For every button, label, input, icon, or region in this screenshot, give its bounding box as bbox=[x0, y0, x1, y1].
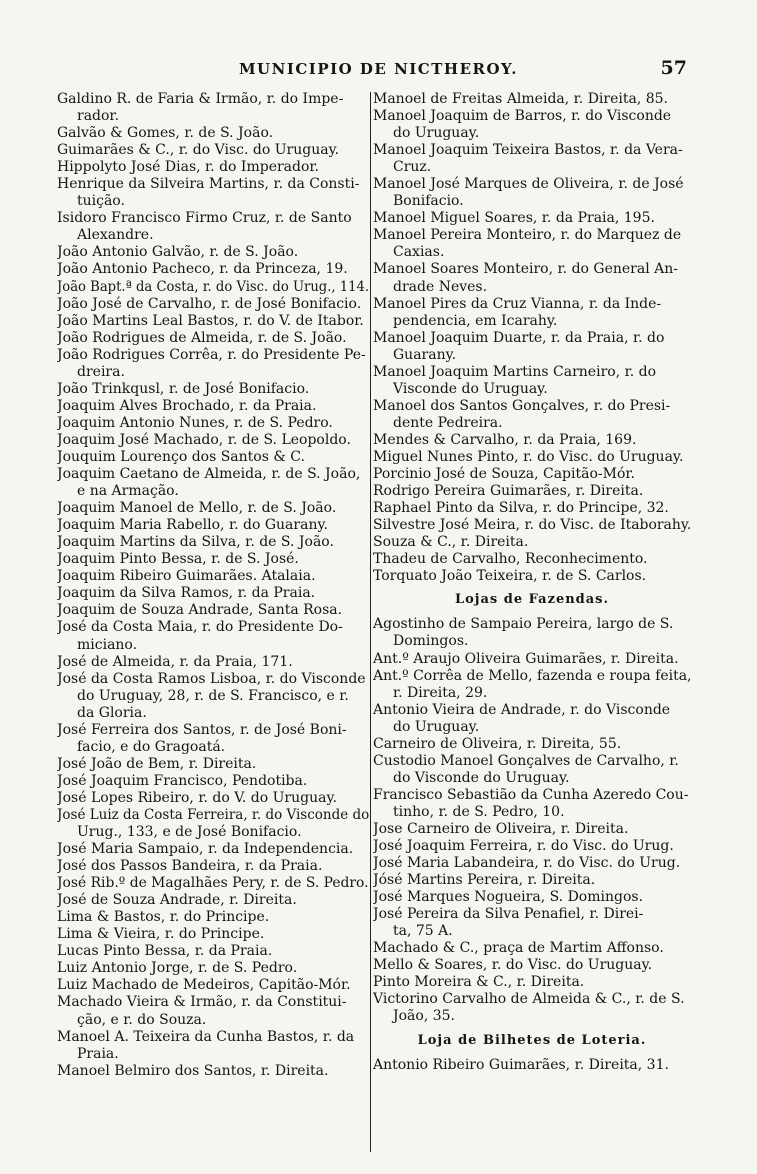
directory-entry bbox=[57, 722, 369, 756]
entry-continuation: do Uruguay. bbox=[393, 125, 480, 142]
directory-entry bbox=[57, 841, 369, 858]
entry-line: João Antonio Pacheco, r. da Princeza, 19. bbox=[57, 261, 348, 278]
directory-entry bbox=[373, 889, 691, 906]
entry-line: Francisco Sebastião da Cunha Azeredo Cou- bbox=[373, 786, 689, 803]
entry-line: Ant.º Corrêa de Mello, fazenda e roupa feita, bbox=[373, 667, 691, 684]
entry-line: Manoel Miguel Soares, r. da Praia, 195. bbox=[373, 210, 655, 227]
entry-line: Joaquim Antonio Nunes, r. de S. Pedro. bbox=[57, 414, 333, 431]
entry-line: Jósé Martins Pereira, r. Direita. bbox=[373, 872, 596, 889]
directory-entry bbox=[373, 296, 691, 330]
entry-line: Luiz Machado de Medeiros, Capitão-Mór. bbox=[57, 977, 351, 994]
directory-entry bbox=[373, 330, 691, 364]
directory-entry bbox=[57, 619, 369, 653]
entry-line: Lima & Vieira, r. do Principe. bbox=[57, 926, 265, 943]
directory-entry bbox=[373, 227, 691, 261]
entry-line: Joaquim Manoel de Mello, r. de S. João. bbox=[57, 500, 337, 517]
directory-entry bbox=[373, 651, 691, 668]
directory-entry bbox=[373, 838, 691, 855]
directory-entry bbox=[373, 616, 691, 650]
directory-entry bbox=[57, 210, 369, 244]
entry-line: José Rib.º de Magalhães Pery, r. de S. Pedro. bbox=[57, 875, 369, 892]
entry-line: Manoel Belmiro dos Santos, r. Direita. bbox=[57, 1062, 329, 1079]
directory-entry bbox=[57, 551, 369, 568]
left-column bbox=[57, 91, 369, 1080]
entry-line: Victorino Carvalho de Almeida & C., r. de S. bbox=[373, 991, 685, 1008]
entry-continuation: ta, 75 A. bbox=[393, 923, 453, 940]
directory-entry bbox=[57, 875, 369, 892]
entry-continuation: da Gloria. bbox=[77, 704, 147, 721]
entry-line: Joaquim Ribeiro Guimarães. Atalaia. bbox=[57, 568, 316, 585]
entry-line: Manoel dos Santos Gonçalves, r. do Presi- bbox=[373, 397, 671, 414]
entry-line: José Lopes Ribeiro, r. do V. do Uruguay. bbox=[57, 789, 337, 806]
entry-line: Joaquim Pinto Bessa, r. de S. José. bbox=[57, 551, 299, 568]
entry-line: Jouquim Lourenço dos Santos & C. bbox=[57, 448, 305, 465]
entry-line: Manoel Joaquim de Barros, r. do Visconde bbox=[373, 108, 672, 125]
entry-line: Manoel Joaquim Teixeira Bastos, r. da Vera- bbox=[373, 142, 683, 159]
page-header bbox=[0, 57, 757, 84]
directory-entry bbox=[57, 517, 369, 534]
directory-entry bbox=[373, 736, 691, 753]
entry-line: Luiz Antonio Jorge, r. de S. Pedro. bbox=[57, 960, 298, 977]
entry-line: João Rodrigues Corrêa, r. do Presidente Pe- bbox=[57, 346, 366, 363]
entry-line: Joaquim de Souza Andrade, Santa Rosa. bbox=[57, 602, 343, 619]
directory-entry bbox=[57, 381, 369, 398]
entry-continuation: do Uruguay. bbox=[393, 718, 480, 735]
entry-continuation: pendencia, em Icarahy. bbox=[393, 312, 558, 329]
directory-entry bbox=[57, 1029, 369, 1063]
directory-entry bbox=[373, 261, 691, 295]
entry-continuation: Caxias. bbox=[393, 244, 445, 261]
entry-continuation: tuição. bbox=[77, 193, 125, 210]
directory-entry bbox=[373, 210, 691, 227]
directory-entry bbox=[57, 926, 369, 943]
entry-line: João Martins Leal Bastos, r. do V. de Itabor. bbox=[57, 312, 364, 329]
entry-line: Raphael Pinto da Silva, r. do Principe, 32. bbox=[373, 500, 669, 517]
entry-line: João José de Carvalho, r. de José Bonifacio. bbox=[57, 295, 362, 312]
entry-continuation: e na Armação. bbox=[77, 483, 179, 500]
directory-entry bbox=[373, 568, 691, 585]
directory-entry bbox=[373, 668, 691, 702]
directory-entry bbox=[57, 654, 369, 671]
directory-entry bbox=[373, 449, 691, 466]
directory-entry bbox=[373, 957, 691, 974]
directory-entry bbox=[373, 91, 691, 108]
directory-entry bbox=[57, 500, 369, 517]
entry-line: Carneiro de Oliveira, r. Direita, 55. bbox=[373, 735, 622, 752]
entry-line: Hippolyto José Dias, r. do Imperador. bbox=[57, 159, 320, 176]
directory-entry bbox=[57, 296, 369, 313]
directory-entry bbox=[373, 176, 691, 210]
entry-continuation: do Uruguay, 28, r. de S. Francisco, e r. bbox=[77, 687, 349, 704]
entry-line: Thadeu de Carvalho, Reconhecimento. bbox=[373, 551, 648, 568]
entry-line: Antonio Ribeiro Guimarães, r. Direita, 31. bbox=[373, 1056, 669, 1073]
directory-entry bbox=[373, 855, 691, 872]
entry-line: Manoel Pereira Monteiro, r. do Marquez de bbox=[373, 227, 682, 244]
directory-entry bbox=[373, 872, 691, 889]
directory-entry bbox=[373, 483, 691, 500]
directory-entry bbox=[57, 943, 369, 960]
entry-line: José Joaquim Ferreira, r. do Visc. do Urug. bbox=[373, 838, 674, 855]
directory-entry bbox=[57, 807, 369, 841]
entry-line: Rodrigo Pereira Guimarães, r. Direita. bbox=[373, 483, 644, 500]
entry-continuation: Cruz. bbox=[393, 159, 432, 176]
entry-line: Guimarães & C., r. do Visc. do Uruguay. bbox=[57, 142, 340, 159]
directory-entry bbox=[57, 909, 369, 926]
directory-entry bbox=[373, 974, 691, 991]
directory-entry bbox=[57, 568, 369, 585]
entry-line: Manoel José Marques de Oliveira, r. de José bbox=[373, 176, 684, 193]
entry-line: Isidoro Francisco Firmo Cruz, r. de Santo bbox=[57, 210, 352, 227]
directory-entry bbox=[57, 994, 369, 1028]
entry-continuation: rador. bbox=[77, 108, 120, 125]
entry-line: Souza & C., r. Direita. bbox=[373, 534, 529, 551]
entry-line: Joaquim Caetano de Almeida, r. de S. João, bbox=[57, 466, 361, 483]
directory-entry bbox=[57, 415, 369, 432]
entry-continuation: Alexandre. bbox=[77, 227, 154, 244]
entry-line: José Joaquim Francisco, Pendotiba. bbox=[57, 772, 308, 789]
entry-line: João Trinkqusl, r. de José Bonifacio. bbox=[57, 380, 310, 397]
entry-line: Lucas Pinto Bessa, r. da Praia. bbox=[57, 943, 273, 960]
directory-entry bbox=[373, 517, 691, 534]
entry-line: Manoel Joaquim Martins Carneiro, r. do bbox=[373, 363, 657, 380]
directory-entry bbox=[57, 466, 369, 500]
directory-entry bbox=[373, 1057, 691, 1074]
directory-entry bbox=[373, 906, 691, 940]
entry-line: Agostinho de Sampaio Pereira, largo de S. bbox=[373, 616, 674, 633]
entry-continuation: Praia. bbox=[77, 1045, 119, 1062]
entry-line: Joaquim Maria Rabello, r. do Guarany. bbox=[57, 517, 328, 534]
directory-entry bbox=[373, 500, 691, 517]
entry-line: Custodio Manoel Gonçalves de Carvalho, r. bbox=[373, 752, 679, 769]
directory-entry bbox=[57, 892, 369, 909]
entry-line: José de Almeida, r. da Praia, 171. bbox=[57, 653, 293, 670]
entry-line: João Antonio Galvão, r. de S. João. bbox=[57, 244, 299, 261]
directory-entry bbox=[373, 753, 691, 787]
entry-continuation: Visconde do Uruguay. bbox=[393, 380, 548, 397]
entry-continuation: facio, e do Gragoatá. bbox=[77, 738, 226, 755]
directory-entry bbox=[373, 551, 691, 568]
directory-entry bbox=[373, 142, 691, 176]
directory-entry bbox=[57, 977, 369, 994]
entry-line: José João de Bem, r. Direita. bbox=[57, 755, 257, 772]
entry-continuation: Domingos. bbox=[393, 633, 469, 650]
directory-entry bbox=[57, 1063, 369, 1080]
entry-line: Joaquim Alves Brochado, r. da Praia. bbox=[57, 397, 317, 414]
directory-entry bbox=[57, 313, 369, 330]
entry-continuation: Urug., 133, e de José Bonifacio. bbox=[77, 824, 302, 841]
entry-continuation: Bonifacio. bbox=[393, 193, 464, 210]
entry-continuation: miciano. bbox=[77, 636, 138, 653]
entry-line: Machado Vieira & Irmão, r. da Constitui- bbox=[57, 994, 347, 1011]
directory-entry bbox=[57, 773, 369, 790]
entry-line: Pinto Moreira & C., r. Direita. bbox=[373, 974, 585, 991]
directory-entry bbox=[373, 787, 691, 821]
entry-continuation: do Visconde do Uruguay. bbox=[393, 769, 570, 786]
entry-line: José dos Passos Bandeira, r. da Praia. bbox=[57, 858, 323, 875]
entry-line: João Rodrigues de Almeida, r. de S. João. bbox=[57, 329, 347, 346]
entry-continuation: ção, e r. do Souza. bbox=[77, 1011, 207, 1028]
column-divider bbox=[370, 92, 371, 1152]
directory-entry bbox=[373, 534, 691, 551]
entry-line: Manoel Joaquim Duarte, r. da Praia, r. do bbox=[373, 329, 665, 346]
entry-continuation: r. Direita, 29. bbox=[393, 684, 488, 701]
directory-entry bbox=[57, 858, 369, 875]
entry-continuation: dreira. bbox=[77, 363, 125, 380]
entry-line: José da Costa Ramos Lisboa, r. do Visconde bbox=[57, 670, 366, 687]
entry-line: Manoel A. Teixeira da Cunha Bastos, r. da bbox=[57, 1028, 355, 1045]
entry-line: Henrique da Silveira Martins, r. da Consti- bbox=[57, 176, 360, 193]
directory-entry bbox=[57, 279, 369, 296]
entry-line: Manoel Soares Monteiro, r. do General An- bbox=[373, 261, 678, 278]
entry-line: Galdino R. de Faria & Irmão, r. do Impe- bbox=[57, 91, 344, 107]
entry-line: José Marques Nogueira, S. Domingos. bbox=[373, 889, 644, 906]
page-title: MUNICIPIO DE NICTHEROY. bbox=[238, 60, 519, 78]
entry-line: José de Souza Andrade, r. Direita. bbox=[57, 892, 297, 909]
entry-line: Antonio Vieira de Andrade, r. do Visconde bbox=[373, 701, 671, 718]
directory-entry bbox=[57, 347, 369, 381]
entry-line: Machado & C., praça de Martim Affonso. bbox=[373, 940, 664, 957]
entry-line: Joaquim José Machado, r. de S. Leopoldo. bbox=[57, 431, 351, 448]
directory-entry bbox=[57, 790, 369, 807]
directory-entry bbox=[57, 159, 369, 176]
entry-line: Mendes & Carvalho, r. da Praia, 169. bbox=[373, 431, 637, 448]
directory-entry bbox=[57, 330, 369, 347]
directory-entry bbox=[57, 960, 369, 977]
directory-entry bbox=[373, 364, 691, 398]
directory-entry bbox=[57, 176, 369, 210]
entry-line: Manoel Pires da Cruz Vianna, r. da Inde- bbox=[373, 295, 662, 312]
directory-entry bbox=[57, 91, 369, 125]
entry-line: Torquato João Teixeira, r. de S. Carlos. bbox=[373, 568, 647, 585]
page-number: 57 bbox=[660, 57, 687, 79]
entry-line: Lima & Bastos, r. do Principe. bbox=[57, 909, 270, 926]
section-heading-loja-loteria: Loja de Bilhetes de Loteria. bbox=[417, 1032, 647, 1048]
entry-line: José Maria Labandeira, r. do Visc. do Urug. bbox=[373, 855, 681, 872]
directory-entry bbox=[57, 534, 369, 551]
section-heading-lojas-fazendas: Lojas de Fazendas. bbox=[454, 592, 610, 608]
entry-line: Joaquim Martins da Silva, r. de S. João. bbox=[57, 534, 334, 551]
directory-entry bbox=[57, 602, 369, 619]
directory-entry bbox=[373, 466, 691, 483]
entry-line: João Bapt.ª da Costa, r. do Visc. do Urug., 114. bbox=[57, 278, 369, 295]
directory-entry bbox=[57, 142, 369, 159]
entry-line: José Luiz da Costa Ferreira, r. do Visconde do bbox=[57, 806, 369, 823]
directory-entry bbox=[373, 991, 691, 1025]
entry-line: José Pereira da Silva Penafiel, r. Direi- bbox=[373, 906, 644, 923]
entry-line: Mello & Soares, r. do Visc. do Uruguay. bbox=[373, 957, 653, 974]
entry-continuation: dente Pedreira. bbox=[393, 414, 503, 431]
directory-entry bbox=[57, 449, 369, 466]
directory-entry bbox=[57, 432, 369, 449]
entry-line: Miguel Nunes Pinto, r. do Visc. do Uruguay. bbox=[373, 448, 684, 465]
directory-entry bbox=[373, 940, 691, 957]
directory-entry bbox=[57, 585, 369, 602]
entry-line: Joaquim da Silva Ramos, r. da Praia. bbox=[57, 585, 316, 602]
directory-entry bbox=[373, 108, 691, 142]
entry-line: José Maria Sampaio, r. da Independencia. bbox=[57, 841, 354, 858]
entry-line: Jose Carneiro de Oliveira, r. Direita. bbox=[373, 820, 629, 837]
entry-line: Silvestre José Meira, r. do Visc. de Itaborahy. bbox=[373, 517, 691, 534]
directory-entry bbox=[373, 821, 691, 838]
directory-entry bbox=[373, 398, 691, 432]
entry-line: Galvão & Gomes, r. de S. João. bbox=[57, 125, 274, 142]
directory-entry bbox=[373, 702, 691, 736]
entry-continuation: João, 35. bbox=[393, 1008, 455, 1025]
entry-continuation: drade Neves. bbox=[393, 278, 488, 295]
entry-continuation: Guarany. bbox=[393, 346, 457, 363]
entry-line: Ant.º Araujo Oliveira Guimarães, r. Direita. bbox=[373, 650, 679, 667]
directory-entry bbox=[57, 125, 369, 142]
directory-entry bbox=[57, 261, 369, 278]
entry-continuation: tinho, r. de S. Pedro, 10. bbox=[393, 803, 565, 820]
entry-line: Manoel de Freitas Almeida, r. Direita, 85. bbox=[373, 91, 668, 107]
entry-line: Porcinio José de Souza, Capitão-Mór. bbox=[373, 466, 635, 483]
directory-entry bbox=[57, 244, 369, 261]
directory-entry bbox=[57, 671, 369, 722]
entry-line: José Ferreira dos Santos, r. de José Boni- bbox=[57, 721, 347, 738]
directory-entry bbox=[57, 398, 369, 415]
directory-entry bbox=[57, 756, 369, 773]
right-column bbox=[373, 91, 691, 1074]
directory-entry bbox=[373, 432, 691, 449]
entry-line: José da Costa Maia, r. do Presidente Do- bbox=[57, 619, 343, 636]
